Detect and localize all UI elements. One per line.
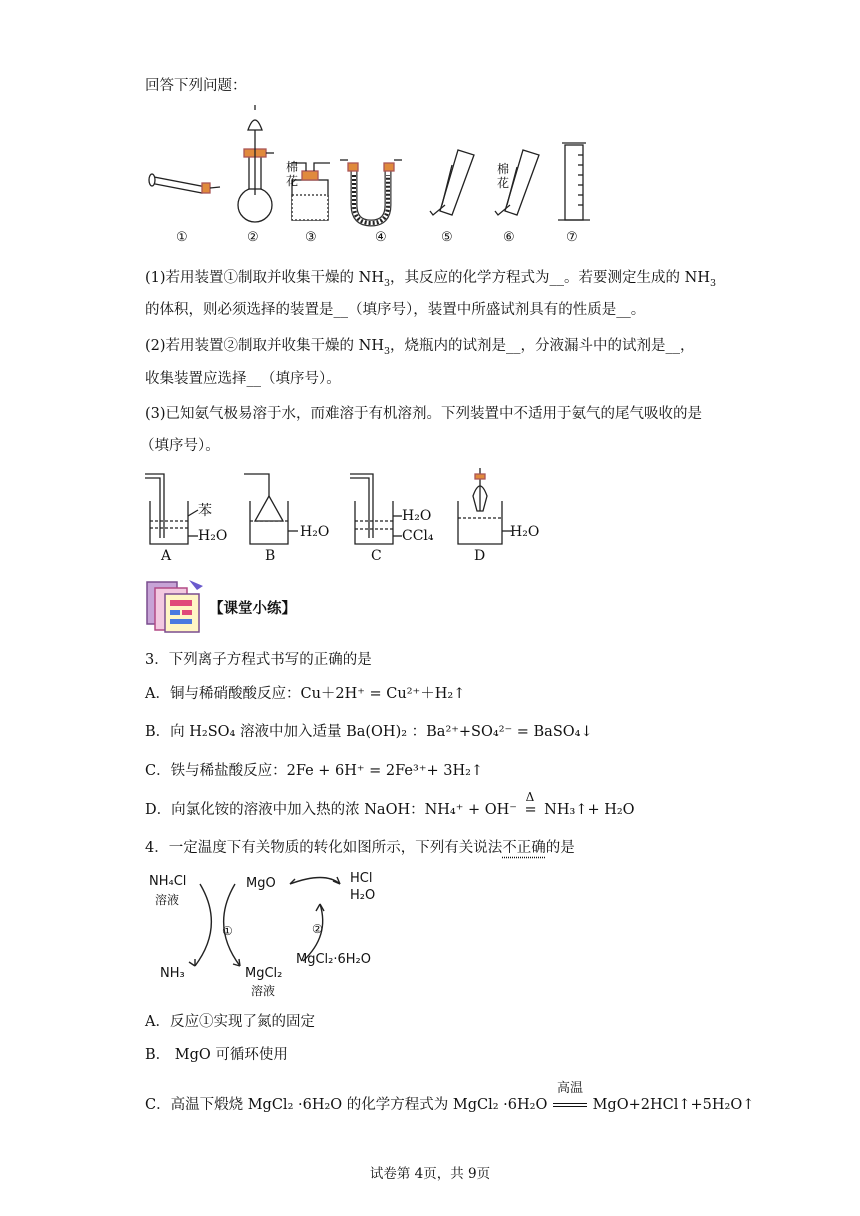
cycle-mgcl2: MgCl₂ xyxy=(245,966,283,981)
label-C-water: H₂O xyxy=(402,508,432,524)
label-B: B xyxy=(265,548,276,564)
cotton-label-6: 棉花 xyxy=(497,162,510,190)
cycle-nh4cl: NH₄Cl xyxy=(149,874,187,889)
apparatus-label-1: ① xyxy=(176,230,188,245)
intro-text: 回答下列问题： xyxy=(145,78,247,94)
cycle-nh4cl-solution: 溶液 xyxy=(155,893,180,907)
question-part-2-line-1: (2)若用装置②制取并收集干燥的 $NH_3$，烧瓶内的试剂是__，分液漏斗中的试剂是__， xyxy=(145,338,695,357)
cycle-h2o: H₂O xyxy=(350,888,376,903)
apparatus-figure xyxy=(140,105,600,250)
apparatus-label-4: ④ xyxy=(375,230,387,245)
label-C: C xyxy=(371,548,382,564)
apparatus-label-7: ⑦ xyxy=(566,230,578,245)
apparatus-7 xyxy=(558,143,590,220)
cycle-nh3: NH₃ xyxy=(160,966,185,981)
page-footer: 试卷第 4页，共 9页 xyxy=(369,1166,491,1182)
q3-option-C: C．铁与稀盐酸反应：2Fe + 6H⁺ = 2Fe³⁺+ 3H₂↑ xyxy=(145,763,484,779)
q4-option-C: C．高温下煅烧 MgCl₂ ·6H₂O 的化学方程式为 MgCl₂ ·6H₂O 高温 MgO+2HCl↑+5H₂O↑ xyxy=(145,1081,755,1113)
apparatus-label-5: ⑤ xyxy=(441,230,453,245)
q3-option-A: A．铜与稀硝酸酸反应：Cu＋2H⁺ = Cu²⁺＋H₂↑ xyxy=(145,686,466,702)
question-part-3-line-2: （填序号）。 xyxy=(140,438,220,454)
apparatus-4 xyxy=(340,160,402,223)
label-C-ccl4: CCl₄ xyxy=(402,528,434,544)
question-part-1-line-2: 的体积，则必须选择的装置是__（填序号），装置中所盛试剂具有的性质是__。 xyxy=(145,302,646,318)
cycle-reaction-1: ① xyxy=(222,924,233,938)
apparatus-2 xyxy=(238,105,274,222)
q4-title: 4．一定温度下有关物质的转化如图所示，下列有关说法不正确的是 xyxy=(145,840,575,856)
cycle-hcl: HCl xyxy=(350,871,373,886)
q4-option-A: A．反应①实现了氮的固定 xyxy=(145,1014,315,1030)
apparatus-label-6: ⑥ xyxy=(503,230,515,245)
label-D: D xyxy=(474,548,486,564)
apparatus-1 xyxy=(149,174,220,193)
practice-icon xyxy=(145,576,207,634)
cycle-mgo: MgO xyxy=(246,876,276,891)
label-A-benzene: 苯 xyxy=(198,503,212,519)
cycle-reaction-2: ② xyxy=(312,922,323,936)
heat-equals-sign: Δ = xyxy=(524,790,537,818)
question-part-1-line-1: (1)若用装置①制取并收集干燥的 $NH_3$，其反应的化学方程式为__。若要测定生成的 $NH_3$ xyxy=(145,270,717,289)
section-title: 【课堂小练】 xyxy=(209,600,296,617)
label-B-water: H₂O xyxy=(300,524,330,540)
cycle-hydrate: MgCl₂·6H₂O xyxy=(296,952,371,967)
apparatus-label-2: ② xyxy=(247,230,259,245)
label-D-water: H₂O xyxy=(510,524,540,540)
cycle-mgcl2-solution: 溶液 xyxy=(251,984,276,998)
q3-option-B: B．向 H₂SO₄ 溶液中加入适量 Ba(OH)₂ ：Ba²⁺+SO₄²⁻ = BaSO₄↓ xyxy=(145,724,593,740)
cotton-label-5: 棉花 xyxy=(286,160,299,188)
label-A: A xyxy=(161,548,172,564)
high-temp-equals-sign: 高温 xyxy=(552,1097,588,1113)
q4-option-B: B． MgO 可循环使用 xyxy=(145,1047,288,1063)
apparatus-label-3: ③ xyxy=(305,230,317,245)
q3-title: 3．下列离子方程式书写的正确的是 xyxy=(145,652,372,668)
q3-option-D: D．向氯化铵的溶液中加入热的浓 NaOH：NH₄⁺ + OH⁻ Δ = NH₃↑+ H₂O xyxy=(145,790,635,818)
apparatus-5 xyxy=(430,150,474,215)
question-part-3-line-1: (3)已知氨气极易溶于水，而难溶于有机溶剂。下列装置中不适用于氨气的尾气吸收的是 xyxy=(145,406,703,422)
question-part-2-line-2: 收集装置应选择__（填序号）。 xyxy=(145,371,341,387)
label-A-water: H₂O xyxy=(198,528,228,544)
